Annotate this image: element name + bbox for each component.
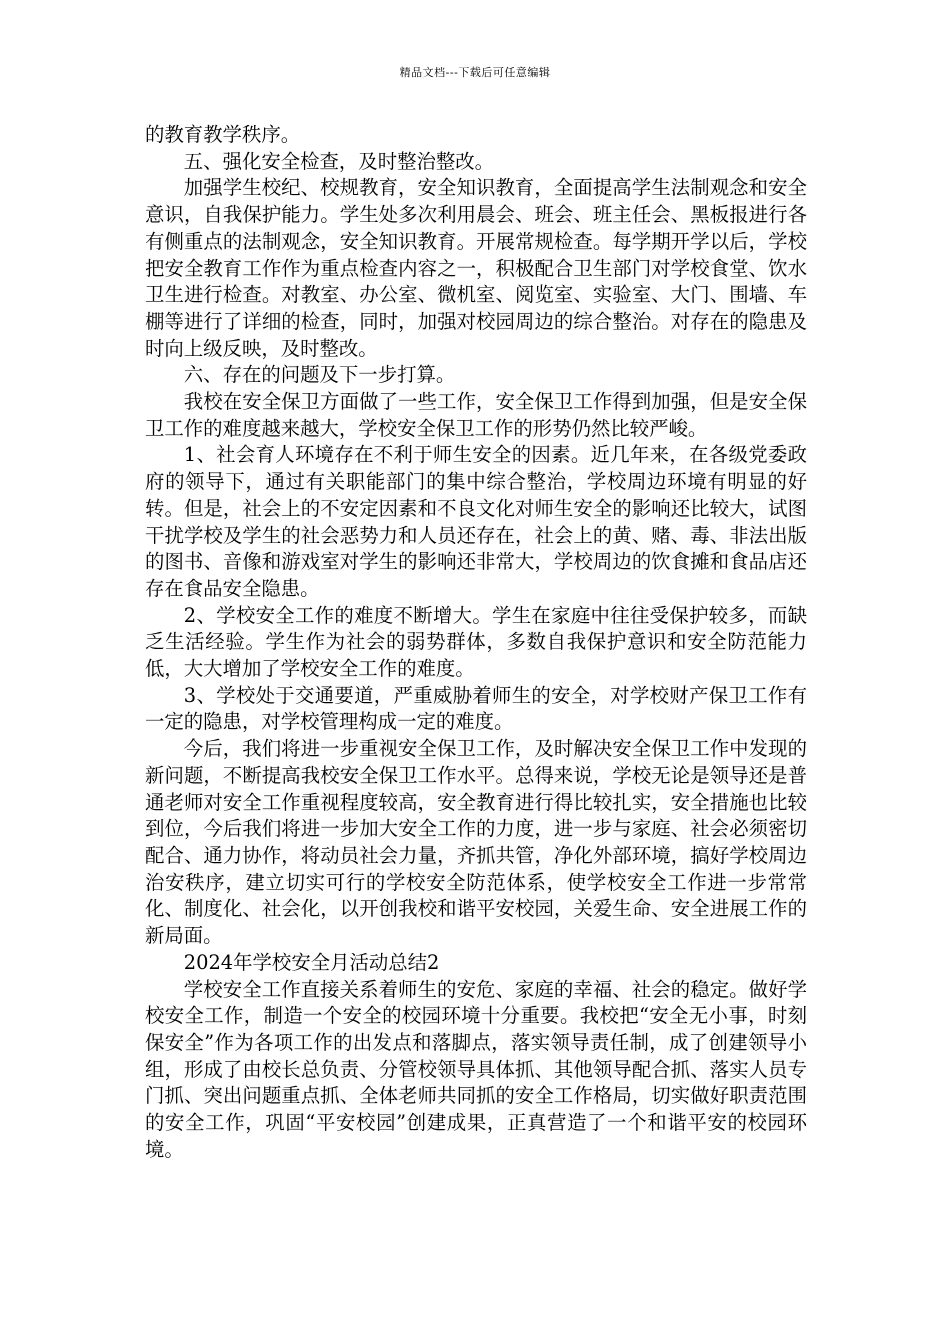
section-heading-5: 五、强化安全检查，及时整治整改。	[183, 149, 495, 173]
paragraph-problem-3: 3、学校处于交通要道，严重威胁着师生的安全，对学校财产保卫工作有一定的隐患，对学校管理构成一定的难度。	[145, 683, 807, 734]
paragraph-continuation: 的教育教学秩序。	[145, 123, 301, 146]
summary-2-title: 2024年学校安全月活动总结2	[183, 950, 440, 974]
document-body	[145, 122, 807, 1163]
paragraph-problems-intro: 我校在安全保卫方面做了一些工作，安全保卫工作得到加强，但是安全保卫工作的难度越来越大，学校安全保卫工作的形势仍然比较严峻。	[145, 390, 807, 440]
section-heading-6: 六、存在的问题及下一步打算。	[183, 363, 456, 387]
paragraph-summary-2-body: 学校安全工作直接关系着师生的安危、家庭的幸福、社会的稳定。做好学校安全工作，制造一个安全的校园环境十分重要。我校把“安全无小事，时刻保安全”作为各项工作的出发点和落脚点，落实领导责任制，成了创建领导小组，形成了由校长总负责、分管校领导具体抓、其他领导配合抓、落实人员专门抓、突出问题重点抓、全体老师共同抓的安全工作格局，切实做好职责范围的安全工作，巩固“平安校园”创建成果，正真营造了一个和谐平安的校园环境。	[145, 977, 807, 1161]
paragraph-problem-1: 1、社会育人环境存在不利于师生安全的因素。近几年来，在各级党委政府的领导下，通过有关职能部门的集中综合整治，学校周边环境有明显的好转。但是，社会上的不安定因素和不良文化对师生安全的影响还比较大，试图干扰学校及学生的社会恶势力和人员还存在，社会上的黄、赌、毒、非法出版的图书、音像和游戏室对学生的影响还非常大，学校周边的饮食摊和食品店还存在食品安全隐患。	[145, 443, 807, 600]
page-header: 精品文档---下载后可任意编辑	[399, 66, 551, 79]
paragraph-safety-inspection: 加强学生校纪、校规教育，安全知识教育，全面提高学生法制观念和安全意识，自我保护能力。学生处多次利用晨会、班会、班主任会、黑板报进行各有侧重点的法制观念，安全知识教育。开展常规检查。每学期开学以后，学校把安全教育工作作为重点检查内容之一，积极配合卫生部门对学校食堂、饮水卫生进行检查。对教室、办公室、微机室、阅览室、实验室、大门、围墙、车棚等进行了详细的检查，同时，加强对校园周边的综合整治。对存在的隐患及时向上级反映，及时整改。	[145, 176, 807, 360]
paragraph-future-plans: 今后，我们将进一步重视安全保卫工作，及时解决安全保卫工作中发现的新问题，不断提高我校安全保卫工作水平。总得来说，学校无论是领导还是普通老师对安全工作重视程度较高，安全教育进行得比较扎实，安全措施也比较到位，今后我们将进一步加大安全工作的力度，进一步与家庭、社会必须密切配合、通力协作，将动员社会力量，齐抓共管，净化外部环境，搞好学校周边治安秩序，建立切实可行的学校安全防范体系，使学校安全工作进一步常常化、制度化、社会化，以开创我校和谐平安校园，关爱生命、安全进展工作的新局面。	[145, 737, 807, 948]
paragraph-problem-2: 2、学校安全工作的难度不断增大。学生在家庭中往往受保护较多，而缺乏生活经验。学生作为社会的弱势群体，多数自我保护意识和安全防范能力低，大大增加了学校安全工作的难度。	[145, 603, 807, 681]
